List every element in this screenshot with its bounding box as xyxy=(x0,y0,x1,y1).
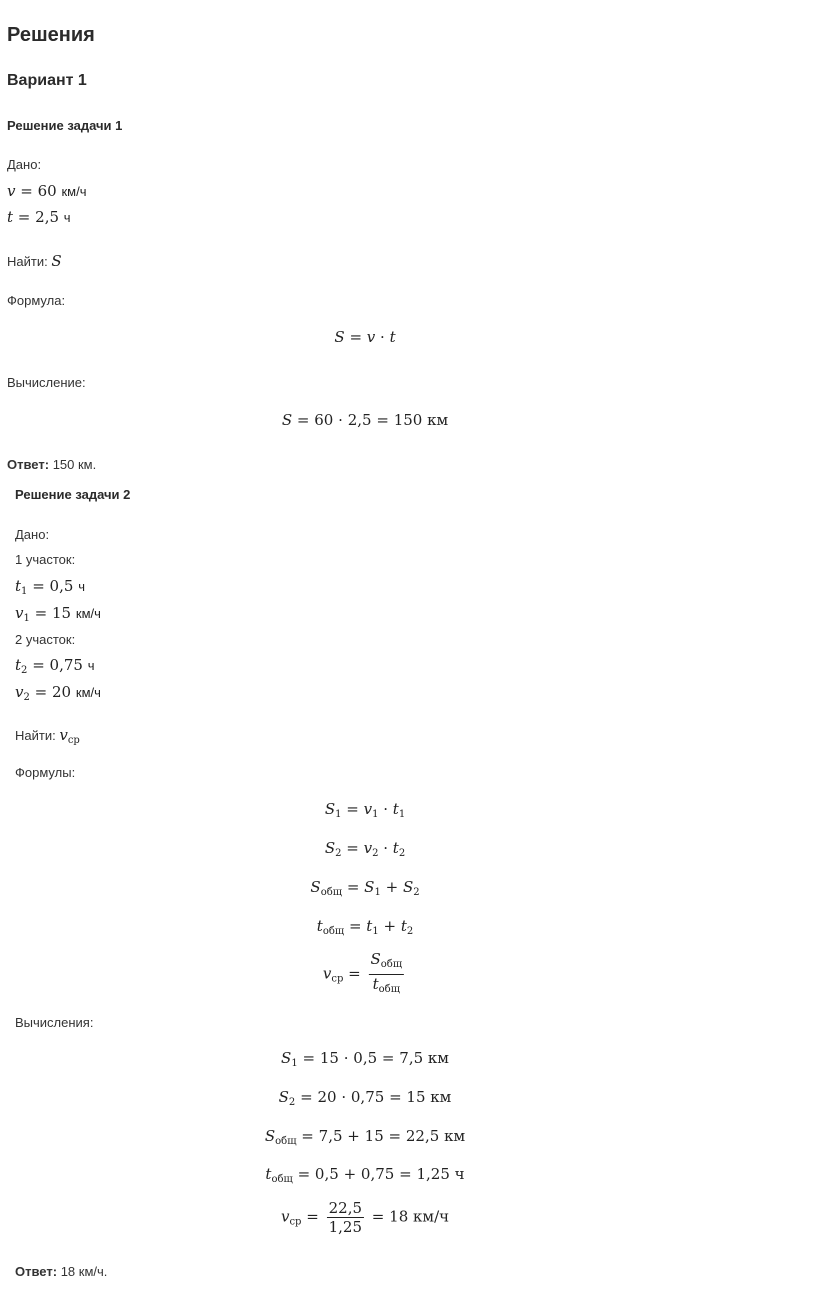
p2-segment-2-label: 2 участок: xyxy=(15,632,76,647)
p2-formula-s-total: $S_{общ} = S_1 + S_2$ xyxy=(310,878,420,898)
p2-given-v2: $v_2 = 20$ км/ч xyxy=(15,683,101,703)
p2-calc-s1: $S_1 = 15 \cdot 0,5 = 7,5$ км xyxy=(281,1049,449,1069)
p2-calc-label: Вычисления: xyxy=(15,1015,94,1030)
p1-formula: S = v · t xyxy=(334,328,396,346)
p2-calc-s2: $S_2 = 20 \cdot 0,75 = 15$ км xyxy=(278,1088,452,1108)
p2-answer: Ответ: 18 км/ч. xyxy=(15,1264,108,1279)
p2-calc-t-total: $t_{общ} = 0,5 + 0,75 = 1,25$ ч xyxy=(265,1165,465,1185)
p1-given-v: v = 60 км/ч xyxy=(7,182,87,200)
p2-calc-s-total: $S_{общ} = 7,5 + 15 = 22,5$ км xyxy=(264,1127,466,1147)
variant-heading: Вариант 1 xyxy=(7,72,87,89)
p2-formula-s2: $S_2 = v_2 \cdot t_2$ xyxy=(324,839,406,859)
p2-find: Найти: $v_{ср}$ xyxy=(15,726,80,746)
p1-calculation: S = 60 · 2,5 = 150 км xyxy=(281,411,449,429)
p2-given-t1: $t_1 = 0,5$ ч xyxy=(15,577,85,597)
p1-given-label: Дано: xyxy=(7,157,42,172)
p2-formulas-label: Формулы: xyxy=(15,765,76,780)
p2-segment-1-label: 1 участок: xyxy=(15,552,76,567)
page-title: Решения xyxy=(7,24,95,46)
p1-formula-label: Формула: xyxy=(7,293,66,308)
p2-given-t2: $t_2 = 0,75$ ч xyxy=(15,656,95,676)
p2-formula-t-total: $t_{общ} = t_1 + t_2$ xyxy=(316,917,414,937)
p2-given-v1: $v_1 = 15$ км/ч xyxy=(15,604,101,624)
p1-given-t: t = 2,5 ч xyxy=(7,208,71,226)
p1-find: Найти: S xyxy=(7,252,62,270)
problem-1-heading: Решение задачи 1 xyxy=(7,118,123,133)
p2-given-label: Дано: xyxy=(15,527,50,542)
problem-2-heading: Решение задачи 2 xyxy=(15,487,131,502)
p2-formula-s1: $S_1 = v_1 \cdot t_1$ xyxy=(324,800,406,820)
p1-calc-label: Вычисление: xyxy=(7,375,86,390)
p2-calc-v-avg: $v_{ср}$ = $\frac{22,5}{1,25}$ = 18 км/ч xyxy=(280,1199,450,1236)
p1-answer: Ответ: 150 км. xyxy=(7,457,97,472)
p2-formula-v-avg: $v_{ср}$ = $\frac{S_{общ}}{t_{общ}}$ xyxy=(322,950,403,995)
